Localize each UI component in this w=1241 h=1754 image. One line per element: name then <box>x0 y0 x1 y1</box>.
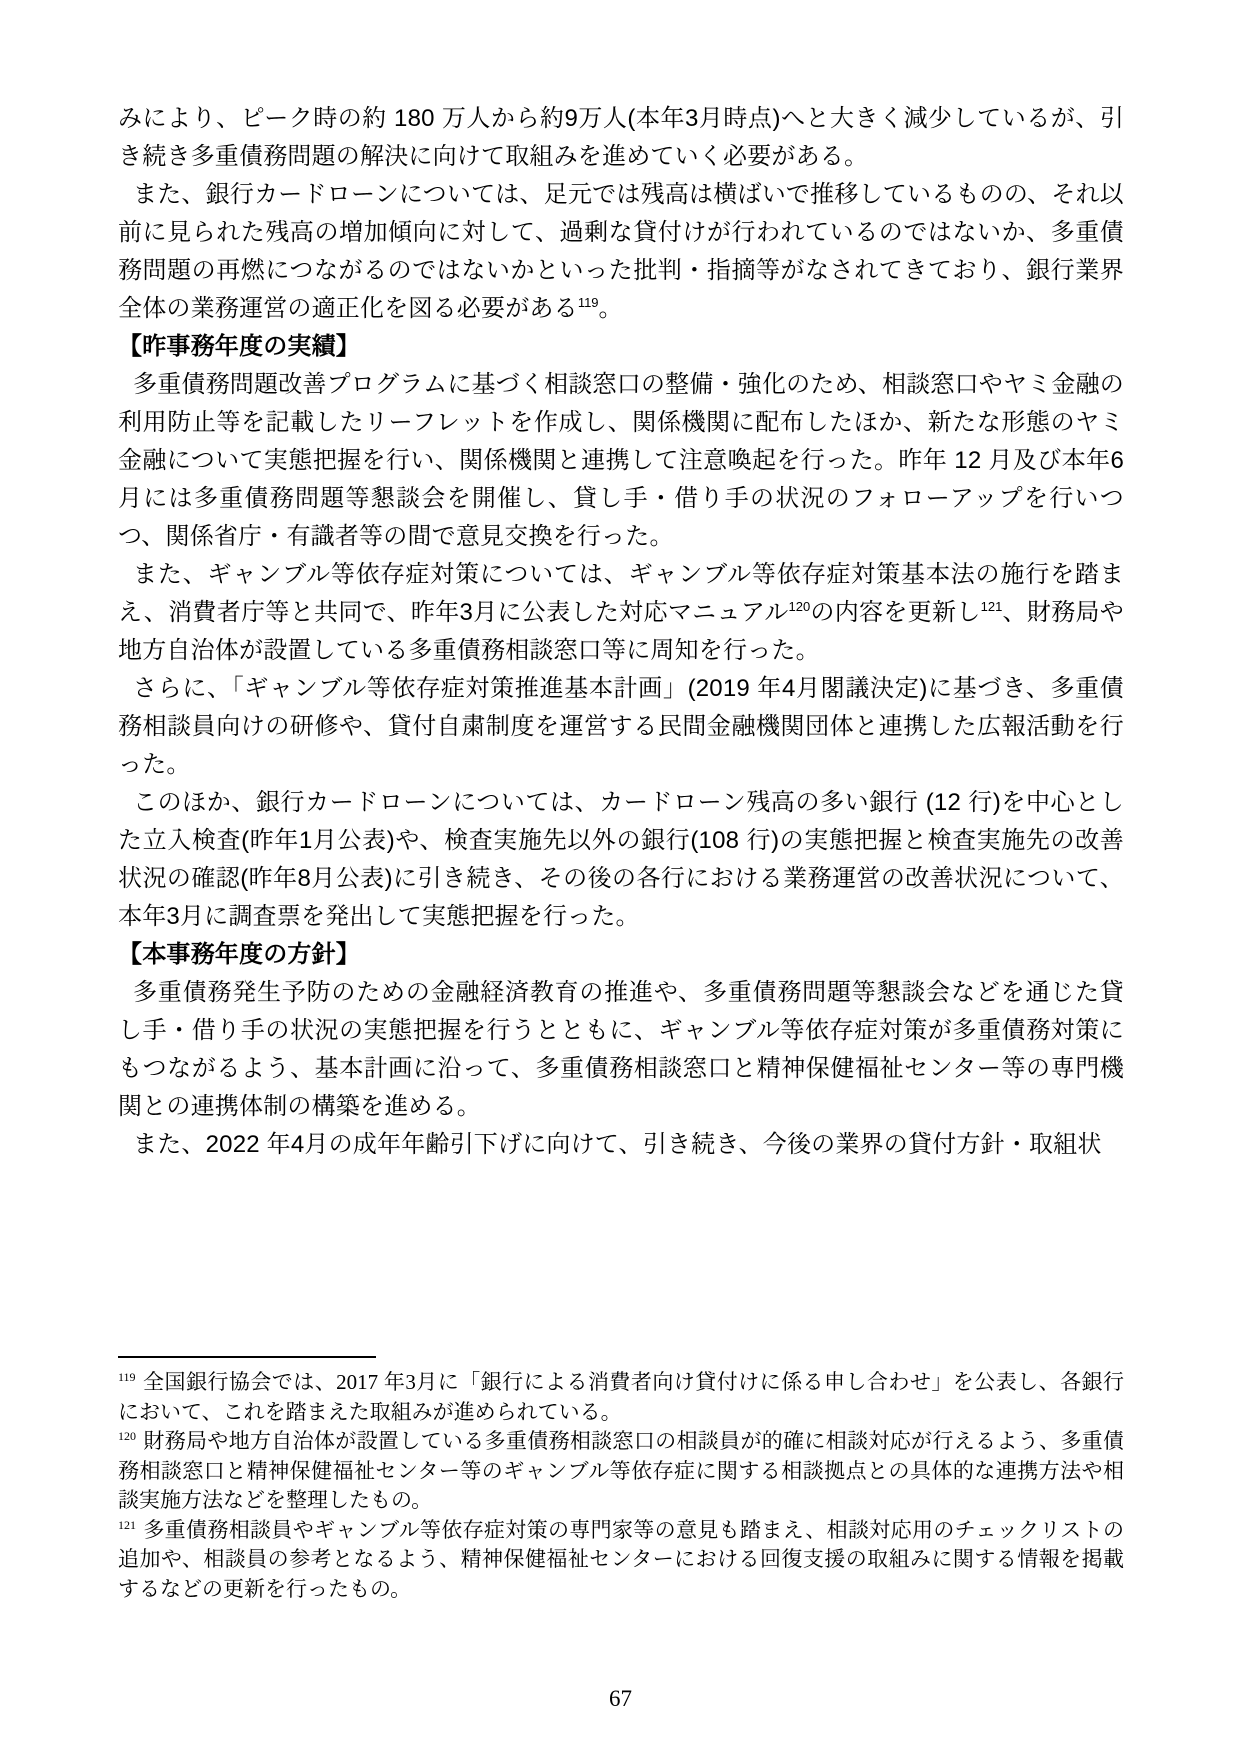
paragraph-text: 多重債務問題改善プログラムに基づく相談窓口の整備・強化のため、相談窓口やヤミ金融の利用防止等を記載したリーフレットを作成し、関係機関に配布したほか、新たな形態のヤミ金融について実態把握を行い、関係機関と連携して注意喚起を行った。昨年 12 月及び本年6月には多重債務問題等懇談会を開催し、貸し手・借り手の状況のフォローアップを行いつつ、関係省庁・有識者等の間で意見交換を行った。 <box>118 371 1124 550</box>
footnote-text: 財務局や地方自治体が設置している多重債務相談窓口の相談員が的確に相談対応が行えるよう、多重債務相談窓口と精神保健福祉センター等のギャンブル等依存症に関する相談拠点との具体的な連携方法や相談実施方法などを整理したもの。 <box>118 1429 1124 1512</box>
page-number: 67 <box>609 1686 632 1711</box>
footnote-121 <box>118 1516 1124 1605</box>
paragraph-bank-inspection <box>118 784 1124 936</box>
paragraph-program-activities <box>118 366 1124 556</box>
footnote-marker-119: 119 <box>118 1370 136 1384</box>
footnote-text: 多重債務相談員やギャンブル等依存症対策の専門家等の意見も踏まえ、相談対応用のチェックリストの追加や、相談員の参考となるよう、精神保健福祉センターにおける回復支援の取組みに関する情報を掲載するなどの更新を行ったもの。 <box>118 1517 1124 1601</box>
footnote-120 <box>118 1427 1124 1516</box>
paragraph-policy-adult-age <box>118 1126 1124 1164</box>
section-heading-this-year-policy: 【本事務年度の方針】 <box>118 941 360 968</box>
main-text-block <box>118 100 1124 1164</box>
footnote-119 <box>118 1368 1124 1427</box>
paragraph-text: 、財務局や地方自治体が設置している多重債務相談窓口等に周知を行った。 <box>118 599 1124 664</box>
footnote-separator-rule <box>118 1356 376 1358</box>
paragraph-text: このほか、銀行カードローンについては、カードローン残高の多い銀行 (12 行)を中心とした立入検査(昨年1月公表)や、検査実施先以外の銀行(108 行)の実態把握と検査実施先の改善状況の確認(昨年8月公表)に引き続き、その後の各行における業務運営の改善状況について、本年3月に調査票を発出して実態把握を行った。 <box>118 789 1124 930</box>
footnote-ref-119: 119 <box>577 295 599 310</box>
footnote-ref-121: 121 <box>980 599 1003 614</box>
section-heading-last-year-results: 【昨事務年度の実績】 <box>118 333 360 360</box>
paragraph-policy-education <box>118 974 1124 1126</box>
paragraph-gambling-addiction <box>118 556 1124 670</box>
paragraph-bank-cardloan-issue <box>118 176 1124 328</box>
paragraph-text: 。 <box>598 295 623 322</box>
paragraph-text: また、2022 年4月の成年年齢引下げに向けて、引き続き、今後の業界の貸付方針・取組状 <box>133 1131 1102 1158</box>
paragraph-text: みにより、ピーク時の約 180 万人から約9万人(本年3月時点)へと大きく減少しているが、引き続き多重債務問題の解決に向けて取組みを進めていく必要がある。 <box>118 105 1124 170</box>
paragraph-text: 多重債務発生予防のための金融経済教育の推進や、多重債務問題等懇談会などを通じた貸し手・借り手の状況の実態把握を行うとともに、ギャンブル等依存症対策が多重債務対策にもつながるよう、基本計画に沿って、多重債務相談窓口と精神保健福祉センター等の専門機関との連携体制の構築を進める。 <box>118 979 1124 1120</box>
footnotes-section <box>118 1356 1124 1604</box>
footnote-text: 全国銀行協会では、2017 年3月に「銀行による消費者向け貸付けに係る申し合わせ」を公表し、各銀行において、これを踏まえた取組みが進められている。 <box>118 1370 1124 1424</box>
paragraph-basic-plan <box>118 670 1124 784</box>
footnote-ref-120: 120 <box>788 599 811 614</box>
paragraph-continuation <box>118 100 1124 176</box>
paragraph-text: さらに、「ギャンブル等依存症対策推進基本計画」(2019 年4月閣議決定)に基づき、多重債務相談員向けの研修や、貸付自粛制度を運営する民間金融機関団体と連携した広報活動を行った。 <box>118 675 1124 778</box>
paragraph-text: また、ギャンブル等依存症対策については、ギャンブル等依存症対策基本法の施行を踏まえ、消費者庁等と共同で、昨年3月に公表した対応マニュアル <box>118 561 1124 626</box>
footnote-marker-121: 121 <box>118 1517 136 1532</box>
paragraph-text: の内容を更新し <box>810 599 981 626</box>
footnote-marker-120: 120 <box>118 1429 136 1443</box>
paragraph-text: また、銀行カードローンについては、足元では残高は横ばいで推移しているものの、それ以前に見られた残高の増加傾向に対して、過剰な貸付けが行われているのではないか、多重債務問題の再燃につながるのではないかといった批判・指摘等がなされてきており、銀行業界全体の業務運営の適正化を図る必要がある <box>118 181 1124 322</box>
